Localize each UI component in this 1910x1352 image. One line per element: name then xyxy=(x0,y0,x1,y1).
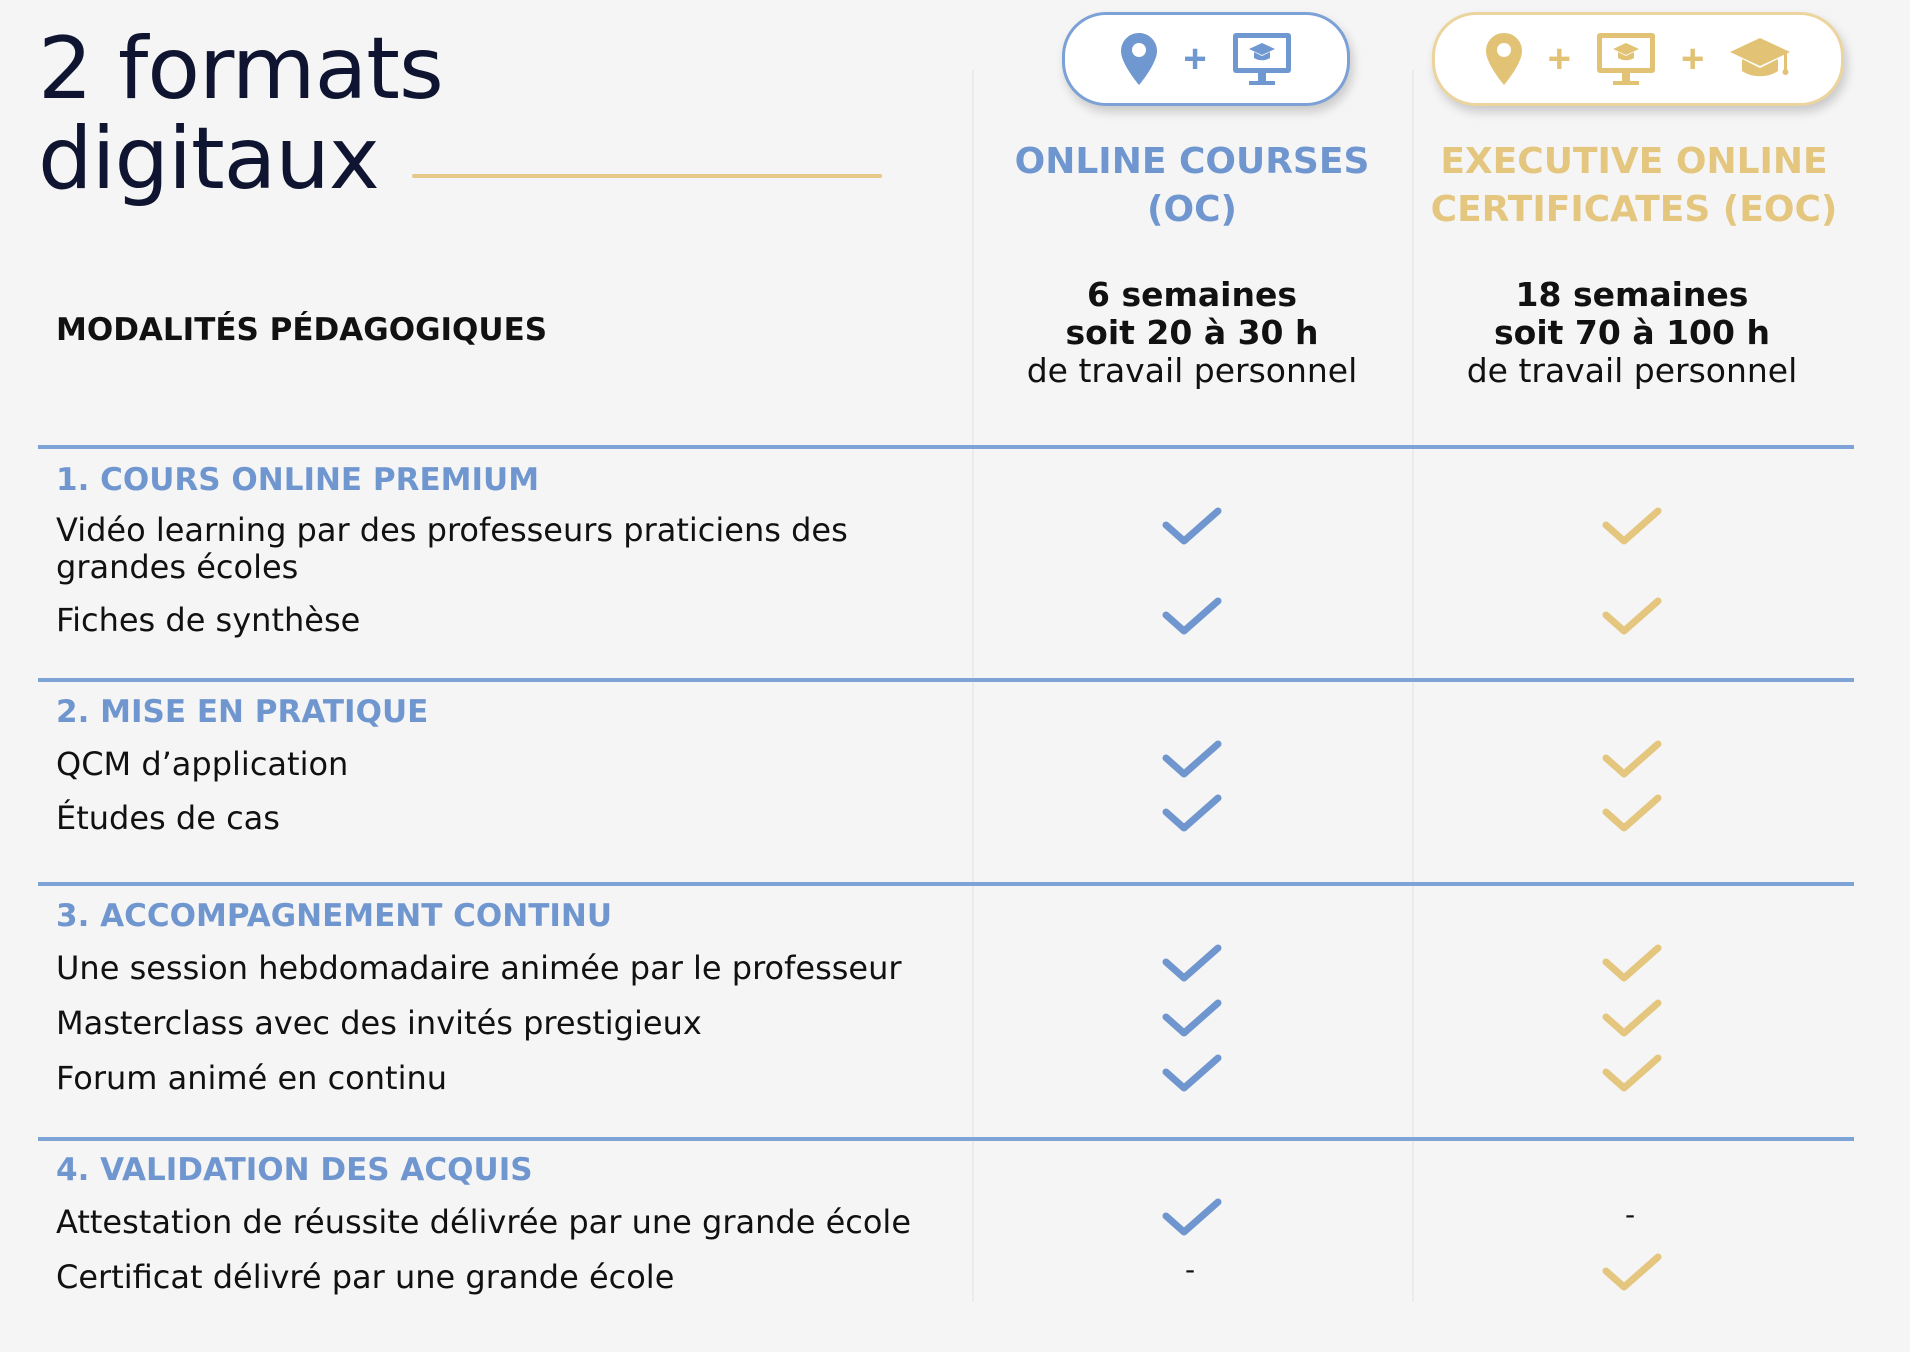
heading-line: CERTIFICATES (EOC) xyxy=(1430,189,1838,230)
row-label: Certificat délivré par une grande école xyxy=(56,1258,675,1296)
graduation-cap-icon xyxy=(1728,34,1792,84)
duration-note: de travail personnel xyxy=(1026,351,1358,390)
duration-eoc xyxy=(1412,276,1852,390)
column-separator xyxy=(972,70,974,1302)
column-heading-oc xyxy=(982,138,1402,234)
title-underline xyxy=(412,174,882,178)
oc-check-icon xyxy=(1162,944,1222,984)
row-label: Études de cas xyxy=(56,799,280,837)
duration-hours: soit 20 à 30 h xyxy=(1065,313,1319,352)
location-pin-icon xyxy=(1484,31,1524,87)
section-divider xyxy=(38,1137,1854,1141)
oc-check-icon xyxy=(1162,597,1222,637)
eoc-check-icon xyxy=(1602,944,1662,984)
section-title: 3. ACCOMPAGNEMENT CONTINU xyxy=(56,898,613,934)
eoc-check-icon xyxy=(1602,507,1662,547)
badge-oc xyxy=(1062,12,1350,106)
row-label-line: Vidéo learning par des professeurs praticiens des xyxy=(56,511,848,549)
duration-hours: soit 70 à 100 h xyxy=(1494,313,1770,352)
plus-sign: + xyxy=(1183,37,1207,81)
row-label xyxy=(56,512,936,586)
eoc-check-icon xyxy=(1602,740,1662,780)
eoc-check-icon xyxy=(1602,999,1662,1039)
row-label: Attestation de réussite délivrée par une grande école xyxy=(56,1203,911,1241)
oc-check-icon xyxy=(1162,999,1222,1039)
row-label-line: grandes écoles xyxy=(56,548,299,586)
duration-note: de travail personnel xyxy=(1466,351,1798,390)
oc-check-icon xyxy=(1162,1054,1222,1094)
plus-sign: + xyxy=(1547,37,1571,81)
online-screen-icon xyxy=(1231,31,1293,87)
oc-dash: - xyxy=(1185,1253,1196,1286)
row-label: Une session hebdomadaire animée par le professeur xyxy=(56,949,902,987)
duration-weeks: 6 semaines xyxy=(1087,275,1297,314)
location-pin-icon xyxy=(1119,31,1159,87)
row-label: Fiches de synthèse xyxy=(56,601,361,639)
plus-sign: + xyxy=(1681,37,1705,81)
column-heading-eoc xyxy=(1424,138,1844,234)
badge-eoc xyxy=(1432,12,1844,106)
modalites-label: MODALITÉS PÉDAGOGIQUES xyxy=(56,312,548,348)
row-label: QCM d’application xyxy=(56,745,349,783)
heading-line: EXECUTIVE ONLINE xyxy=(1440,141,1828,182)
eoc-check-icon xyxy=(1602,597,1662,637)
duration-weeks: 18 semaines xyxy=(1515,275,1749,314)
oc-check-icon xyxy=(1162,507,1222,547)
section-title: 1. COURS ONLINE PREMIUM xyxy=(56,462,540,498)
eoc-check-icon xyxy=(1602,1253,1662,1293)
title-line-2: digitaux xyxy=(38,109,379,209)
section-title: 4. VALIDATION DES ACQUIS xyxy=(56,1152,533,1188)
heading-line: (OC) xyxy=(1147,189,1237,230)
column-separator xyxy=(1412,70,1414,1302)
page-title xyxy=(38,19,443,209)
eoc-check-icon xyxy=(1602,794,1662,834)
title-line-1: 2 formats xyxy=(38,19,443,119)
oc-check-icon xyxy=(1162,1198,1222,1238)
oc-check-icon xyxy=(1162,794,1222,834)
section-title: 2. MISE EN PRATIQUE xyxy=(56,694,429,730)
section-divider xyxy=(38,882,1854,886)
row-label: Forum animé en continu xyxy=(56,1059,448,1097)
online-screen-icon xyxy=(1595,31,1657,87)
eoc-dash: - xyxy=(1625,1198,1636,1231)
row-label: Masterclass avec des invités prestigieux xyxy=(56,1004,702,1042)
section-divider xyxy=(38,445,1854,449)
section-divider xyxy=(38,678,1854,682)
heading-line: ONLINE COURSES xyxy=(1014,141,1370,182)
eoc-check-icon xyxy=(1602,1054,1662,1094)
duration-oc xyxy=(972,276,1412,390)
oc-check-icon xyxy=(1162,740,1222,780)
